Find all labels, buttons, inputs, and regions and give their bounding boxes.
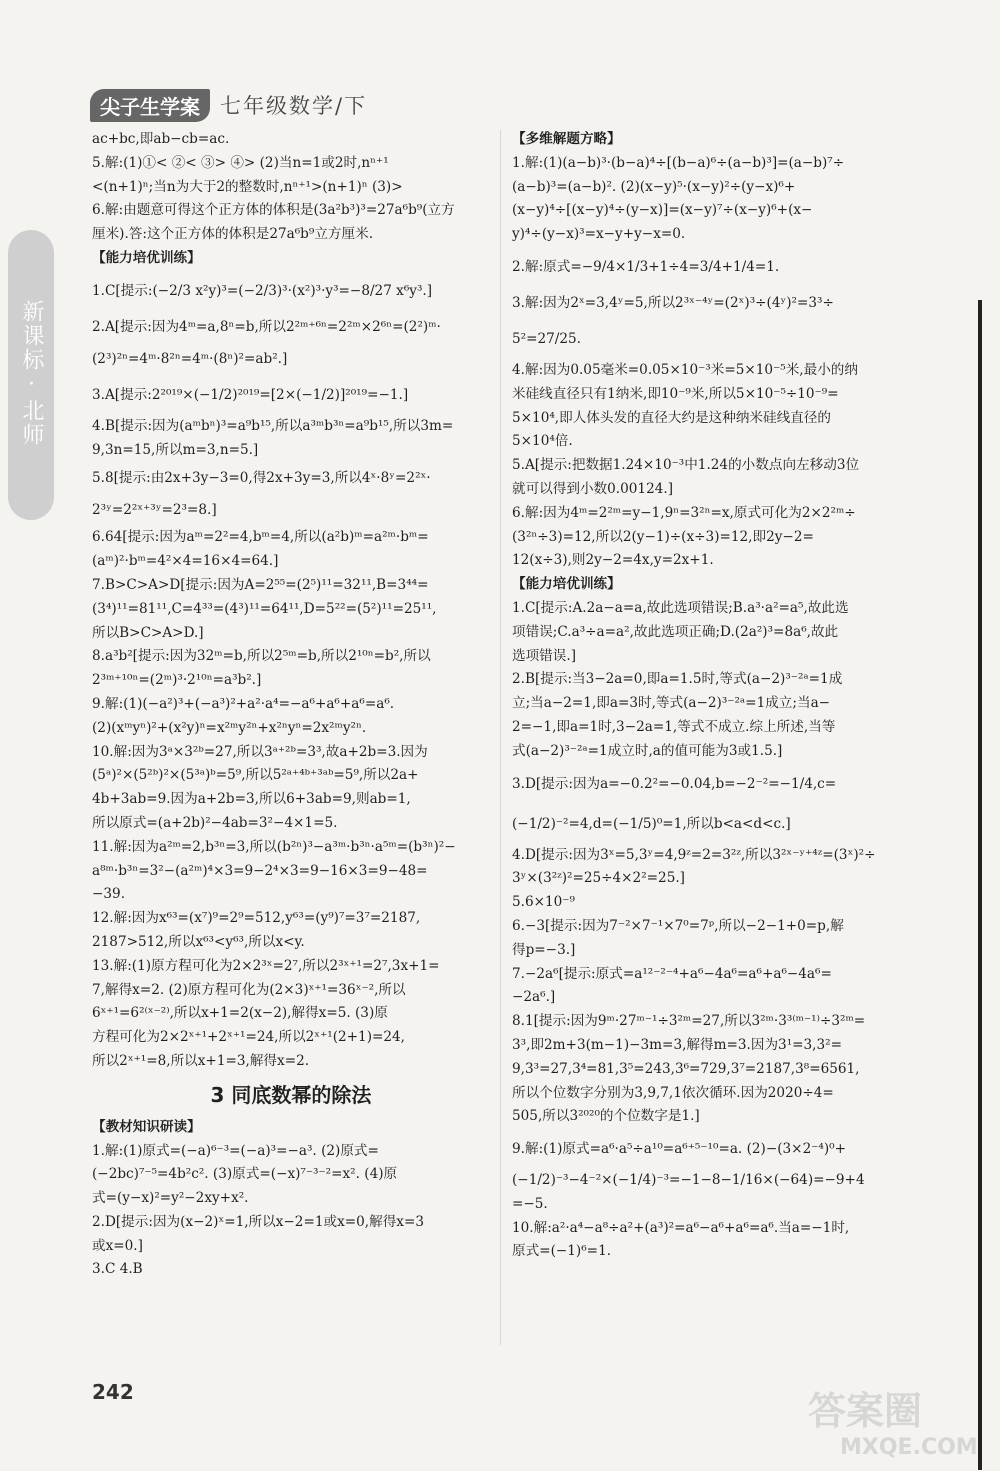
brand-logo: 尖子生学案	[90, 89, 210, 122]
answer-line: 得p=−3.]	[512, 941, 576, 958]
answer-line: 3.D[提示:因为a=−0.2²=−0.04,b=−2⁻²=−1/4,c=	[512, 775, 837, 792]
answer-line: (5ᵃ)²×(5²ᵇ)²×(5³ᵃ)ᵇ=5⁹,所以5²ᵃ⁺⁴ᵇ⁺³ᵃᵇ=5⁹,所以2a+	[92, 767, 419, 784]
answer-line: 4.D[提示:因为3ˣ=5,3ʸ=4,9ᶻ=2=3²ᶻ,所以3²ˣ⁻ʸ⁺⁴ᶻ=(3ˣ)²÷	[512, 846, 876, 863]
answer-line: 13.解:(1)原方程可化为2×2³ˣ=2⁷,所以2³ˣ⁺¹=2⁷,3x+1=	[92, 957, 440, 974]
answer-line: 就可以得到小数0.00124.]	[512, 480, 673, 497]
answer-line: 9,3n=15,所以m=3,n=5.]	[92, 441, 259, 458]
answer-line: 12.解:因为x⁶³=(x⁷)⁹=2⁹=512,y⁶³=(y⁹)⁷=3⁷=2187,	[92, 910, 421, 927]
answer-line: 所以B>C>A>D.]	[92, 624, 204, 641]
answer-line: 或x=0.]	[92, 1237, 143, 1254]
section-heading: 【能力培优训练】	[512, 576, 621, 593]
answer-line: 2.B[提示:当3−2a=0,即a=1.5时,等式(a−2)³⁻²ᵃ=1成	[512, 671, 843, 688]
answer-line: 5²=27/25.	[512, 330, 581, 347]
section-heading: 【能力培优训练】	[92, 249, 201, 266]
answer-line: 6.解:由题意可得这个正方体的体积是(3a²b³)³=27a⁶b⁹(立方	[92, 202, 455, 219]
answer-line: 方程可化为2×2ˣ⁺¹+2ˣ⁺¹=24,所以2ˣ⁺¹(2+1)=24,	[92, 1029, 406, 1046]
answer-line: 所以原式=(a+2b)²−4ab=3²−4×1=5.	[92, 814, 338, 831]
answer-line: =−5.	[512, 1195, 548, 1212]
section-heading: 【教材知识研读】	[92, 1118, 201, 1135]
answer-line: 6ˣ⁺¹=6²⁽ˣ⁻²⁾,所以x+1=2(x−2),解得x=5. (3)原	[92, 1005, 388, 1022]
answer-line: 2³ᵐ⁺¹⁰ⁿ=(2ᵐ)³·2¹⁰ⁿ=a³b².]	[92, 672, 262, 689]
answer-line: 2.解:原式=−9/4×1/3+1÷4=3/4+1/4=1.	[512, 258, 780, 275]
svg-text:答案圈: 答案圈	[808, 1389, 923, 1433]
answer-line: 1.C[提示:(−2/3 x²y)³=(−2/3)³·(x²)³·y³=−8/27 x⁶y³.]	[92, 282, 433, 299]
answer-line: 选项错误.]	[512, 647, 576, 664]
answer-line: (2³)²ⁿ=4ᵐ·8²ⁿ=4ᵐ·(8ⁿ)²=ab².]	[92, 350, 288, 367]
answer-line: 4.B[提示:因为(aᵐbⁿ)³=a⁹b¹⁵,所以a³ᵐb³ⁿ=a⁹b¹⁵,所以3m=	[92, 417, 454, 434]
answer-line: −39.	[92, 886, 126, 903]
section-title: 3 同底数幂的除法	[210, 1082, 372, 1107]
answer-line: (2)(xᵐyⁿ)²+(x²y)ⁿ=x²ᵐy²ⁿ+x²ⁿyⁿ=2x²ᵐy²ⁿ.	[92, 719, 367, 736]
answer-line: 505,所以3²⁰²⁰的个位数字是1.]	[512, 1108, 700, 1125]
answer-line: 原式=(−1)⁶=1.	[512, 1243, 612, 1260]
answer-line: (−1/2)⁻³−4⁻²×(−1/4)⁻³=−1−8−1/16×(−64)=−9+4	[512, 1172, 865, 1189]
answer-line: 3ʸ×(3²ᶻ)²=25÷4×2²=25.]	[512, 870, 685, 887]
answer-line: 5.A[提示:把数据1.24×10⁻³中1.24的小数点向左移动3位	[512, 457, 860, 474]
answer-line: (a−b)³=(a−b)². (2)(x−y)⁵·(x−y)²÷(y−x)⁶+	[512, 178, 796, 195]
column-divider	[500, 130, 501, 1345]
page-edge	[978, 300, 982, 1470]
answer-line: 9.解:(1)(−a²)³+(−a³)²+a²·a⁴=−a⁶+a⁶+a⁶=a⁶.	[92, 695, 395, 712]
answer-line: 8.a³b²[提示:因为32ᵐ=b,所以2⁵ᵐ=b,所以2¹⁰ⁿ=b²,所以	[92, 648, 431, 665]
answer-line: 立;当a−2=1,即a=3时,等式(a−2)³⁻²ᵃ=1成立;当a−	[512, 695, 831, 712]
answer-line: 9,3³=27,3⁴=81,3⁵=243,3⁶=729,3⁷=2187,3⁸=6561,	[512, 1060, 860, 1077]
answer-line: 3³,即2m+3(m−1)−3m=3,解得m=3.因为3¹=3,3²=	[512, 1036, 842, 1053]
answer-line: (3⁴)¹¹=81¹¹,C=4³³=(4³)¹¹=64¹¹,D=5²²=(5²)¹¹=25¹¹,	[92, 600, 437, 617]
answer-line: 1.C[提示:A.2a−a=a,故此选项错误;B.a³·a²=a⁵,故此选	[512, 599, 849, 616]
answer-line: (x−y)⁴÷[(x−y)⁴÷(y−x)]=(x−y)⁷÷(x−y)⁶+(x−	[512, 202, 813, 219]
answer-line: 厘米).答:这个正方体的体积是27a⁶b⁹立方厘米.	[92, 226, 374, 243]
answer-line: 式=(y−x)²=y²−2xy+x².	[92, 1190, 249, 1207]
page-number: 242	[92, 1380, 134, 1404]
answer-line: 2³ʸ=2²ˣ⁺³ʸ=2³=8.]	[92, 502, 217, 519]
answer-line: 2=−1,即a=1时,3−2a=1,等式不成立.综上所述,当等	[512, 718, 836, 735]
right-column	[512, 128, 922, 1264]
answer-line: 4b+3ab=9.因为a+2b=3,所以6+3ab=9,则ab=1,	[92, 791, 411, 808]
answer-line: 5.8[提示:由2x+3y−3=0,得2x+3y=3,所以4ˣ·8ʸ=2²ˣ·	[92, 470, 431, 487]
answer-line: 12(x÷3),则2y−2=4x,y=2x+1.	[512, 552, 714, 569]
answer-line: ac+bc,即ab−cb=ac.	[92, 131, 230, 147]
subject-title: 七年级数学/下	[220, 94, 368, 118]
answer-line: a⁸ᵐ·b³ⁿ=3²−(a²ᵐ)⁴×3=9−2⁴×3=9−16×3=9−48=	[92, 862, 428, 879]
answer-line: 1.解:(1)原式=(−a)⁶⁻³=(−a)³=−a³. (2)原式=	[92, 1142, 379, 1159]
left-column	[92, 128, 490, 1282]
answer-line: 1.解:(1)(a−b)³·(b−a)⁴÷[(b−a)⁶÷(a−b)³]=(a−b)⁷÷	[512, 154, 845, 171]
answer-line: 所以个位数字分别为3,9,7,1依次循环.因为2020÷4=	[512, 1084, 834, 1101]
answer-line: 2.D[提示:因为(x−2)ˣ=1,所以x−2=1或x=0,解得x=3	[92, 1213, 425, 1230]
answer-line: 9.解:(1)原式=a⁶·a⁵÷a¹⁰=a⁶⁺⁵⁻¹⁰=a. (2)−(3×2⁻⁴)⁰+	[512, 1141, 846, 1158]
answer-line: 10.解:a²·a⁴−a⁸÷a²+(a³)²=a⁶−a⁶+a⁶=a⁶.当a=−1时,	[512, 1219, 850, 1236]
answer-line: 2187>512,所以x⁶³<y⁶³,所以x<y.	[92, 933, 305, 950]
answer-line: (−1/2)⁻²=4,d=(−1/5)⁰=1,所以b<a<d<c.]	[512, 815, 791, 832]
answer-line: 5.解:(1)①< ②< ③> ④> (2)当n=1或2时,nⁿ⁺¹	[92, 154, 389, 171]
answer-line: 5.6×10⁻⁹	[512, 894, 575, 911]
answer-line: 6.−3[提示:因为7⁻²×7⁻¹×7⁰=7ᵖ,所以−2−1+0=p,解	[512, 917, 844, 934]
answer-line: 米硅线直径只有1纳米,即10⁻⁹米,所以5×10⁻⁵÷10⁻⁹=	[512, 385, 839, 402]
answer-line: 6.64[提示:因为aᵐ=2²=4,bᵐ=4,所以(a²b)ᵐ=a²ᵐ·bᵐ=	[92, 529, 429, 546]
answer-line: 4.解:因为0.05毫米=0.05×10⁻³米=5×10⁻⁵米,最小的纳	[512, 361, 858, 378]
answer-line: 6.解:因为4ᵐ=2²ᵐ=y−1,9ⁿ=3²ⁿ=x,原式可化为2×2²ᵐ÷	[512, 504, 856, 521]
page-header	[90, 88, 367, 122]
answer-line: y)⁴÷(y−x)³=x−y+y−x=0.	[512, 226, 686, 243]
watermark-logo	[800, 1380, 980, 1460]
answer-line: (3²ⁿ÷3)=12,所以2(y−1)÷(x÷3)=12,即2y−2=	[512, 528, 814, 545]
answer-line: 3.C 4.B	[92, 1261, 143, 1278]
svg-text:MXQE.COM: MXQE.COM	[840, 1435, 978, 1460]
answer-line: <(n+1)ⁿ;当n为大于2的整数时,nⁿ⁺¹>(n+1)ⁿ (3)>	[92, 178, 403, 195]
answer-line: 11.解:因为a²ᵐ=2,b³ⁿ=3,所以(b²ⁿ)³−a³ᵐ·b³ⁿ·a⁵ᵐ=(b³ⁿ)²−	[92, 838, 456, 855]
answer-line: 5×10⁴倍.	[512, 433, 573, 450]
answer-line: 式(a−2)³⁻²ᵃ=1成立时,a的值可能为3或1.5.]	[512, 742, 783, 759]
answer-line: 5×10⁴,即人体头发的直径大约是这种纳米硅线直径的	[512, 409, 831, 426]
answer-line: 7,解得x=2. (2)原方程可化为(2×3)ˣ⁺¹=36ˣ⁻²,所以	[92, 981, 406, 998]
sidebar-label: 新课标·北师	[19, 300, 44, 447]
answer-line: 10.解:因为3ᵃ×3²ᵇ=27,所以3ᵃ⁺²ᵇ=3³,故a+2b=3.因为	[92, 743, 428, 760]
answer-line: −2a⁶.]	[512, 989, 556, 1006]
answer-line: 所以2ˣ⁺¹=8,所以x+1=3,解得x=2.	[92, 1052, 310, 1069]
section-heading: 【多维解题方略】	[512, 131, 621, 147]
answer-line: (−2bc)⁷⁻⁵=4b²c². (3)原式=(−x)⁷⁻³⁻²=x². (4)原	[92, 1166, 398, 1183]
answer-line: (aᵐ)²·bᵐ=4²×4=16×4=64.]	[92, 553, 279, 570]
answer-line: 3.A[提示:2²⁰¹⁹×(−1/2)²⁰¹⁹=[2×(−1/2)]²⁰¹⁹=−1.]	[92, 386, 409, 403]
answer-line: 8.1[提示:因为9ᵐ·27ᵐ⁻¹÷3²ᵐ=27,所以3²ᵐ·3³⁽ᵐ⁻¹⁾÷3²ᵐ=	[512, 1013, 866, 1030]
answer-line: 3.解:因为2ˣ=3,4ʸ=5,所以2³ˣ⁻⁴ʸ=(2ˣ)³÷(4ʸ)²=3³÷	[512, 294, 834, 311]
answer-line: 7.−2a⁶[提示:原式=a¹²⁻²⁻⁴+a⁶−4a⁶=a⁶+a⁶−4a⁶=	[512, 965, 832, 982]
answer-line: 项错误;C.a³÷a=a²,故此选项正确;D.(2a²)³=8a⁶,故此	[512, 623, 839, 640]
answer-line: 7.B>C>A>D[提示:因为A=2⁵⁵=(2⁵)¹¹=32¹¹,B=3⁴⁴=	[92, 576, 429, 593]
answer-line: 2.A[提示:因为4ᵐ=a,8ⁿ=b,所以2²ᵐ⁺⁶ⁿ=2²ᵐ×2⁶ⁿ=(2²)ᵐ·	[92, 318, 441, 335]
